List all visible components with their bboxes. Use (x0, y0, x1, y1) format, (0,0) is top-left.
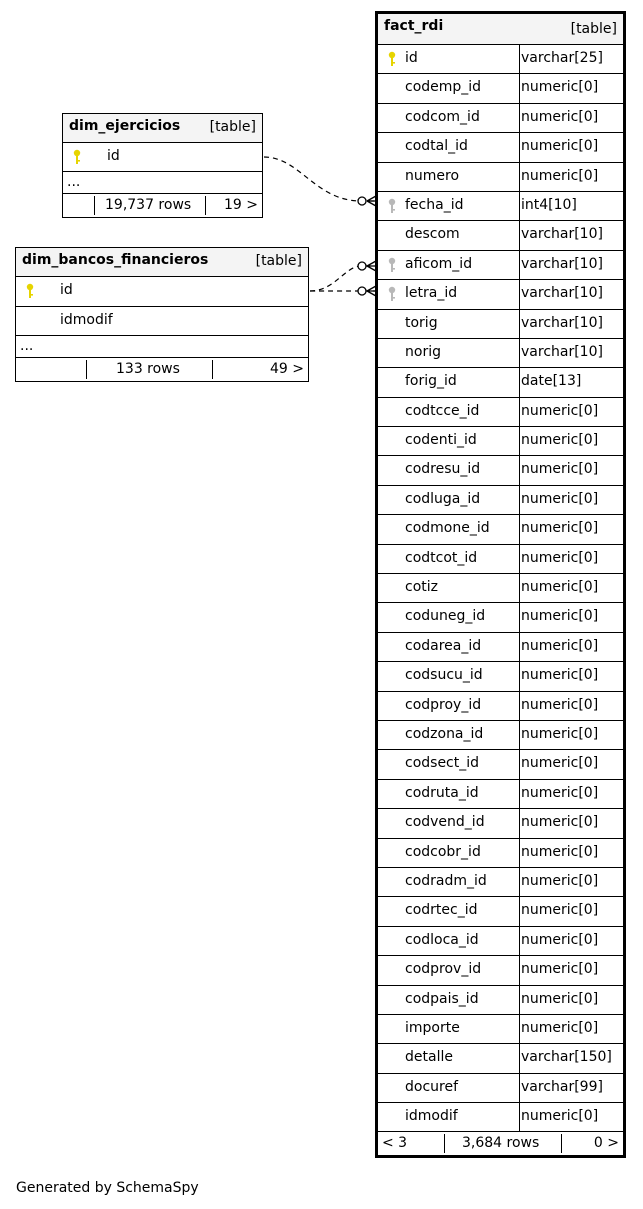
table-name: dim_bancos_financieros (22, 252, 209, 268)
column-name: codsucu_id (405, 667, 483, 684)
column-type: numeric[0] (521, 902, 599, 919)
column-name: codloca_id (405, 931, 479, 948)
column-type: varchar[10] (521, 343, 603, 360)
column-name: cotiz (405, 579, 438, 596)
column-type: varchar[150] (521, 1049, 612, 1066)
column-name: idmodif (60, 312, 113, 328)
column-name: codluga_id (405, 490, 481, 507)
column-type: numeric[0] (521, 461, 599, 478)
column-type: numeric[0] (521, 402, 599, 419)
column-name: norig (405, 343, 441, 360)
row-count: 133 rows (116, 361, 180, 377)
column-name: numero (405, 167, 460, 184)
column-type: varchar[10] (521, 314, 603, 331)
column-name: torig (405, 314, 438, 331)
column-type: numeric[0] (521, 490, 599, 507)
column-type: numeric[0] (521, 549, 599, 566)
column-type: numeric[0] (521, 667, 599, 684)
column-name: codemp_id (405, 79, 482, 96)
column-name: codzona_id (405, 725, 484, 742)
crowfoot-marker (367, 196, 376, 206)
column-type: numeric[0] (521, 931, 599, 948)
column-type: int4[10] (521, 196, 577, 213)
table-name: fact_rdi (384, 18, 444, 34)
column-name: codpais_id (405, 990, 479, 1007)
column-name: importe (405, 1019, 460, 1036)
column-type: numeric[0] (521, 1108, 599, 1125)
column-type: numeric[0] (521, 108, 599, 125)
column-type: numeric[0] (521, 1019, 599, 1036)
column-name: letra_id (405, 285, 458, 302)
relationship-ejercicios-fecha (264, 157, 376, 201)
column-name: coduneg_id (405, 608, 486, 625)
column-name: codproy_id (405, 696, 482, 713)
column-type: numeric[0] (521, 520, 599, 537)
table-type: [table] (209, 119, 256, 135)
generated-by-credit: Generated by SchemaSpy (16, 1180, 199, 1196)
column-name: fecha_id (405, 196, 464, 213)
column-name: id (107, 148, 120, 164)
column-name: codrtec_id (405, 902, 478, 919)
column-name: codtcot_id (405, 549, 478, 566)
column-type: numeric[0] (521, 579, 599, 596)
column-type: numeric[0] (521, 961, 599, 978)
column-type: numeric[0] (521, 696, 599, 713)
column-type: numeric[0] (521, 637, 599, 654)
column-name: codvend_id (405, 814, 485, 831)
optional-marker (358, 262, 366, 270)
column-name: codcobr_id (405, 843, 481, 860)
relationship-bancos-aficom (310, 266, 376, 291)
table-type: [table] (255, 253, 302, 269)
column-type: varchar[10] (521, 285, 603, 302)
column-type: numeric[0] (521, 79, 599, 96)
row-count: 3,684 rows (462, 1135, 540, 1152)
optional-marker (358, 197, 366, 205)
column-type: numeric[0] (521, 872, 599, 889)
column-name: docuref (405, 1078, 459, 1095)
column-type: numeric[0] (521, 725, 599, 742)
crowfoot-marker (367, 261, 376, 271)
column-type: numeric[0] (521, 138, 599, 155)
table-name: dim_ejercicios (69, 118, 181, 134)
ellipsis: ... (63, 172, 262, 194)
column-name: idmodif (405, 1108, 458, 1125)
column-name: detalle (405, 1049, 453, 1066)
column-type: numeric[0] (521, 755, 599, 772)
column-type: numeric[0] (521, 814, 599, 831)
column-name: codmone_id (405, 520, 490, 537)
children-link[interactable]: 19 > (224, 197, 258, 213)
optional-marker (358, 287, 366, 295)
parents-link[interactable]: < 3 (382, 1135, 408, 1152)
children-link[interactable]: 49 > (270, 361, 304, 377)
table-type: [table] (570, 21, 617, 37)
column-name: id (60, 282, 73, 298)
column-type: varchar[10] (521, 255, 603, 272)
ellipsis: ... (16, 336, 308, 358)
children-link[interactable]: 0 > (593, 1135, 619, 1152)
column-name: id (405, 50, 418, 66)
column-type: varchar[99] (521, 1078, 603, 1095)
column-name: codsect_id (405, 755, 480, 772)
column-type: numeric[0] (521, 432, 599, 449)
column-type: numeric[0] (521, 990, 599, 1007)
column-name: codenti_id (405, 432, 477, 449)
column-type: varchar[25] (521, 50, 603, 66)
column-name: codtcce_id (405, 402, 480, 419)
column-type: numeric[0] (521, 784, 599, 801)
column-type: date[13] (521, 373, 582, 390)
column-name: codprov_id (405, 961, 482, 978)
column-type: numeric[0] (521, 608, 599, 625)
column-type: varchar[10] (521, 226, 603, 243)
column-name: descom (405, 226, 460, 243)
column-name: forig_id (405, 373, 457, 390)
column-name: aficom_id (405, 255, 473, 272)
column-type: numeric[0] (521, 167, 599, 184)
column-name: codarea_id (405, 637, 482, 654)
column-name: codresu_id (405, 461, 481, 478)
column-name: codruta_id (405, 784, 479, 801)
row-count: 19,737 rows (105, 197, 192, 213)
crowfoot-marker (367, 286, 376, 296)
column-type: numeric[0] (521, 843, 599, 860)
column-name: codtal_id (405, 138, 468, 155)
column-name: codcom_id (405, 108, 480, 125)
column-name: codradm_id (405, 872, 487, 889)
